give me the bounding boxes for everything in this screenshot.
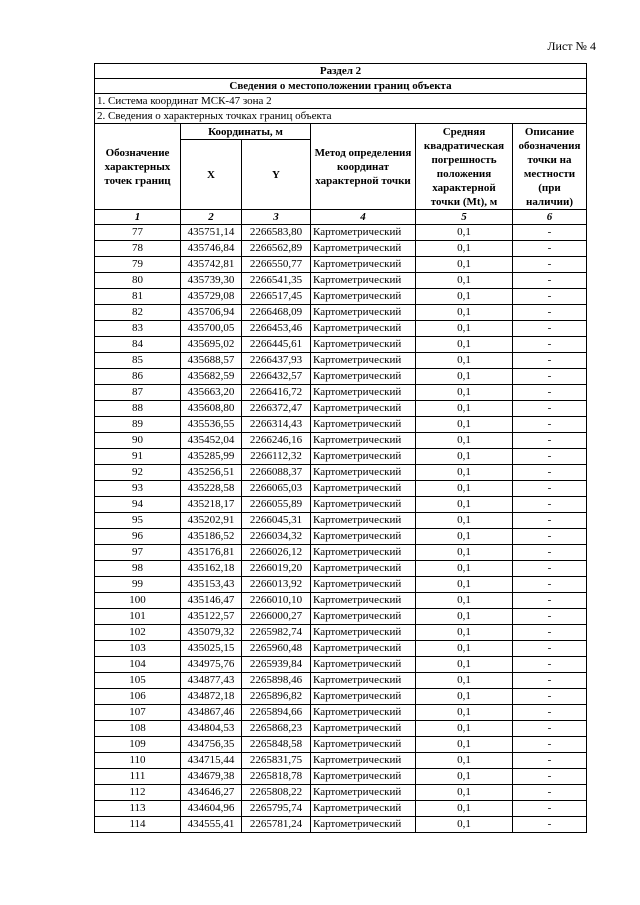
method-cell: Картометрический — [311, 401, 416, 417]
x-coordinate-cell: 434872,18 — [181, 689, 242, 705]
point-number-cell: 113 — [95, 801, 181, 817]
x-coordinate-cell: 434975,76 — [181, 657, 242, 673]
point-number-cell: 108 — [95, 721, 181, 737]
error-cell: 0,1 — [416, 673, 513, 689]
x-coordinate-cell: 435153,43 — [181, 577, 242, 593]
x-coordinate-cell: 435452,04 — [181, 433, 242, 449]
point-number-cell: 79 — [95, 257, 181, 273]
method-cell: Картометрический — [311, 337, 416, 353]
point-number-cell: 82 — [95, 305, 181, 321]
table-row — [95, 737, 587, 753]
point-number-cell: 81 — [95, 289, 181, 305]
method-cell: Картометрический — [311, 577, 416, 593]
table-row — [95, 337, 587, 353]
header-error: Средняя квадратическая погрешность положения характерной точки (Mt), м — [416, 124, 513, 210]
x-coordinate-cell: 435285,99 — [181, 449, 242, 465]
y-coordinate-cell: 2266583,80 — [242, 225, 311, 241]
y-coordinate-cell: 2266246,16 — [242, 433, 311, 449]
y-coordinate-cell: 2266517,45 — [242, 289, 311, 305]
column-number: 1 — [95, 210, 181, 225]
table-row — [95, 673, 587, 689]
method-cell: Картометрический — [311, 257, 416, 273]
point-number-cell: 87 — [95, 385, 181, 401]
y-coordinate-cell: 2266112,32 — [242, 449, 311, 465]
x-coordinate-cell: 435700,05 — [181, 321, 242, 337]
y-coordinate-cell: 2266445,61 — [242, 337, 311, 353]
point-number-cell: 112 — [95, 785, 181, 801]
error-cell: 0,1 — [416, 321, 513, 337]
method-cell: Картометрический — [311, 225, 416, 241]
x-coordinate-cell: 435256,51 — [181, 465, 242, 481]
y-coordinate-cell: 2266468,09 — [242, 305, 311, 321]
description-cell: - — [513, 273, 587, 289]
table-row — [95, 225, 587, 241]
x-coordinate-cell: 435122,57 — [181, 609, 242, 625]
table-row — [95, 721, 587, 737]
point-number-cell: 104 — [95, 657, 181, 673]
error-cell: 0,1 — [416, 625, 513, 641]
point-number-cell: 91 — [95, 449, 181, 465]
table-row — [95, 385, 587, 401]
error-cell: 0,1 — [416, 561, 513, 577]
point-number-cell: 78 — [95, 241, 181, 257]
error-cell: 0,1 — [416, 577, 513, 593]
y-coordinate-cell: 2265808,22 — [242, 785, 311, 801]
x-coordinate-cell: 434715,44 — [181, 753, 242, 769]
description-cell: - — [513, 369, 587, 385]
x-coordinate-cell: 435682,59 — [181, 369, 242, 385]
method-cell: Картометрический — [311, 561, 416, 577]
table-row — [95, 529, 587, 545]
error-cell: 0,1 — [416, 593, 513, 609]
description-cell: - — [513, 673, 587, 689]
method-cell: Картометрический — [311, 673, 416, 689]
y-coordinate-cell: 2266562,89 — [242, 241, 311, 257]
method-cell: Картометрический — [311, 817, 416, 833]
table-row — [95, 625, 587, 641]
y-coordinate-cell: 2265818,78 — [242, 769, 311, 785]
x-coordinate-cell: 435663,20 — [181, 385, 242, 401]
header-y: Y — [242, 140, 311, 210]
header-x: X — [181, 140, 242, 210]
y-coordinate-cell: 2266550,77 — [242, 257, 311, 273]
x-coordinate-cell: 434877,43 — [181, 673, 242, 689]
table-row — [95, 433, 587, 449]
x-coordinate-cell: 434679,38 — [181, 769, 242, 785]
table-row — [95, 417, 587, 433]
error-cell: 0,1 — [416, 241, 513, 257]
description-cell: - — [513, 241, 587, 257]
x-coordinate-cell: 434867,46 — [181, 705, 242, 721]
method-cell: Картометрический — [311, 305, 416, 321]
y-coordinate-cell: 2266034,32 — [242, 529, 311, 545]
description-cell: - — [513, 337, 587, 353]
error-cell: 0,1 — [416, 753, 513, 769]
error-cell: 0,1 — [416, 705, 513, 721]
description-cell: - — [513, 625, 587, 641]
y-coordinate-cell: 2266453,46 — [242, 321, 311, 337]
x-coordinate-cell: 435746,84 — [181, 241, 242, 257]
point-number-cell: 92 — [95, 465, 181, 481]
x-coordinate-cell: 435695,02 — [181, 337, 242, 353]
error-cell: 0,1 — [416, 417, 513, 433]
table-row — [95, 561, 587, 577]
x-coordinate-cell: 435162,18 — [181, 561, 242, 577]
error-cell: 0,1 — [416, 529, 513, 545]
y-coordinate-cell: 2265795,74 — [242, 801, 311, 817]
y-coordinate-cell: 2265894,66 — [242, 705, 311, 721]
description-cell: - — [513, 449, 587, 465]
table-row — [95, 641, 587, 657]
point-number-cell: 114 — [95, 817, 181, 833]
table-row — [95, 817, 587, 833]
x-coordinate-cell: 435706,94 — [181, 305, 242, 321]
description-cell: - — [513, 689, 587, 705]
y-coordinate-cell: 2266372,47 — [242, 401, 311, 417]
error-cell: 0,1 — [416, 449, 513, 465]
description-cell: - — [513, 481, 587, 497]
y-coordinate-cell: 2266000,27 — [242, 609, 311, 625]
method-cell: Картометрический — [311, 545, 416, 561]
header-point: Обозначение характерных точек границ — [95, 124, 181, 210]
error-cell: 0,1 — [416, 801, 513, 817]
point-number-cell: 110 — [95, 753, 181, 769]
table-row — [95, 257, 587, 273]
method-cell: Картометрический — [311, 753, 416, 769]
description-cell: - — [513, 433, 587, 449]
description-cell: - — [513, 737, 587, 753]
point-number-cell: 107 — [95, 705, 181, 721]
y-coordinate-cell: 2265982,74 — [242, 625, 311, 641]
description-cell: - — [513, 817, 587, 833]
method-cell: Картометрический — [311, 609, 416, 625]
description-cell: - — [513, 721, 587, 737]
error-cell: 0,1 — [416, 273, 513, 289]
x-coordinate-cell: 435608,80 — [181, 401, 242, 417]
point-number-cell: 106 — [95, 689, 181, 705]
description-cell: - — [513, 385, 587, 401]
method-cell: Картометрический — [311, 497, 416, 513]
x-coordinate-cell: 435025,15 — [181, 641, 242, 657]
error-cell: 0,1 — [416, 641, 513, 657]
point-number-cell: 98 — [95, 561, 181, 577]
method-cell: Картометрический — [311, 801, 416, 817]
table-row — [95, 593, 587, 609]
point-number-cell: 100 — [95, 593, 181, 609]
point-number-cell: 77 — [95, 225, 181, 241]
point-number-cell: 93 — [95, 481, 181, 497]
error-cell: 0,1 — [416, 657, 513, 673]
section-title: Раздел 2 — [95, 64, 587, 79]
error-cell: 0,1 — [416, 225, 513, 241]
method-cell: Картометрический — [311, 241, 416, 257]
y-coordinate-cell: 2265848,58 — [242, 737, 311, 753]
error-cell: 0,1 — [416, 353, 513, 369]
error-cell: 0,1 — [416, 401, 513, 417]
point-number-cell: 95 — [95, 513, 181, 529]
y-coordinate-cell: 2266314,43 — [242, 417, 311, 433]
x-coordinate-cell: 434555,41 — [181, 817, 242, 833]
description-cell: - — [513, 545, 587, 561]
table-row — [95, 401, 587, 417]
error-cell: 0,1 — [416, 545, 513, 561]
table-row — [95, 369, 587, 385]
point-number-cell: 103 — [95, 641, 181, 657]
point-number-cell: 96 — [95, 529, 181, 545]
point-number-cell: 97 — [95, 545, 181, 561]
y-coordinate-cell: 2266088,37 — [242, 465, 311, 481]
method-cell: Картометрический — [311, 289, 416, 305]
error-cell: 0,1 — [416, 817, 513, 833]
table-row — [95, 273, 587, 289]
x-coordinate-cell: 435079,32 — [181, 625, 242, 641]
table-row — [95, 769, 587, 785]
description-cell: - — [513, 529, 587, 545]
description-cell: - — [513, 289, 587, 305]
y-coordinate-cell: 2265939,84 — [242, 657, 311, 673]
section-subtitle: Сведения о местоположении границ объекта — [95, 79, 587, 94]
error-cell: 0,1 — [416, 305, 513, 321]
table-row — [95, 689, 587, 705]
table-row — [95, 481, 587, 497]
description-cell: - — [513, 577, 587, 593]
method-cell: Картометрический — [311, 721, 416, 737]
y-coordinate-cell: 2266010,10 — [242, 593, 311, 609]
point-number-cell: 101 — [95, 609, 181, 625]
method-cell: Картометрический — [311, 641, 416, 657]
error-cell: 0,1 — [416, 769, 513, 785]
description-cell: - — [513, 353, 587, 369]
description-cell: - — [513, 801, 587, 817]
y-coordinate-cell: 2266541,35 — [242, 273, 311, 289]
table-row — [95, 321, 587, 337]
boundary-points-table — [94, 63, 587, 833]
description-cell: - — [513, 609, 587, 625]
point-number-cell: 99 — [95, 577, 181, 593]
point-number-cell: 85 — [95, 353, 181, 369]
error-cell: 0,1 — [416, 737, 513, 753]
method-cell: Картометрический — [311, 705, 416, 721]
header-method: Метод определения координат характерной точки — [311, 124, 416, 210]
y-coordinate-cell: 2265868,23 — [242, 721, 311, 737]
x-coordinate-cell: 434804,53 — [181, 721, 242, 737]
table-row — [95, 241, 587, 257]
x-coordinate-cell: 434604,96 — [181, 801, 242, 817]
description-cell: - — [513, 769, 587, 785]
error-cell: 0,1 — [416, 337, 513, 353]
y-coordinate-cell: 2266026,12 — [242, 545, 311, 561]
y-coordinate-cell: 2265896,82 — [242, 689, 311, 705]
error-cell: 0,1 — [416, 513, 513, 529]
table-row — [95, 785, 587, 801]
method-cell: Картометрический — [311, 737, 416, 753]
method-cell: Картометрический — [311, 529, 416, 545]
table-row — [95, 753, 587, 769]
point-number-cell: 86 — [95, 369, 181, 385]
point-number-cell: 80 — [95, 273, 181, 289]
error-cell: 0,1 — [416, 433, 513, 449]
x-coordinate-cell: 435176,81 — [181, 545, 242, 561]
error-cell: 0,1 — [416, 481, 513, 497]
y-coordinate-cell: 2265898,46 — [242, 673, 311, 689]
description-cell: - — [513, 465, 587, 481]
error-cell: 0,1 — [416, 689, 513, 705]
point-number-cell: 102 — [95, 625, 181, 641]
method-cell: Картометрический — [311, 433, 416, 449]
x-coordinate-cell: 435218,17 — [181, 497, 242, 513]
y-coordinate-cell: 2266055,89 — [242, 497, 311, 513]
table-row — [95, 657, 587, 673]
column-number: 4 — [311, 210, 416, 225]
method-cell: Картометрический — [311, 417, 416, 433]
point-number-cell: 84 — [95, 337, 181, 353]
x-coordinate-cell: 435751,14 — [181, 225, 242, 241]
description-cell: - — [513, 401, 587, 417]
x-coordinate-cell: 435186,52 — [181, 529, 242, 545]
error-cell: 0,1 — [416, 369, 513, 385]
x-coordinate-cell: 435729,08 — [181, 289, 242, 305]
point-number-cell: 111 — [95, 769, 181, 785]
point-number-cell: 94 — [95, 497, 181, 513]
column-numbers-row — [95, 210, 587, 225]
description-cell: - — [513, 513, 587, 529]
error-cell: 0,1 — [416, 385, 513, 401]
y-coordinate-cell: 2266065,03 — [242, 481, 311, 497]
method-cell: Картометрический — [311, 625, 416, 641]
description-cell: - — [513, 705, 587, 721]
table-row — [95, 609, 587, 625]
x-coordinate-cell: 434646,27 — [181, 785, 242, 801]
sheet-number: Лист № 4 — [547, 39, 596, 53]
table-row — [95, 513, 587, 529]
y-coordinate-cell: 2265960,48 — [242, 641, 311, 657]
description-cell: - — [513, 497, 587, 513]
method-cell: Картометрический — [311, 513, 416, 529]
column-number: 2 — [181, 210, 242, 225]
y-coordinate-cell: 2266416,72 — [242, 385, 311, 401]
point-number-cell: 109 — [95, 737, 181, 753]
table-row — [95, 497, 587, 513]
method-cell: Картометрический — [311, 449, 416, 465]
description-cell: - — [513, 561, 587, 577]
x-coordinate-cell: 435739,30 — [181, 273, 242, 289]
table-row — [95, 545, 587, 561]
x-coordinate-cell: 435536,55 — [181, 417, 242, 433]
x-coordinate-cell: 435146,47 — [181, 593, 242, 609]
method-cell: Картометрический — [311, 465, 416, 481]
point-number-cell: 105 — [95, 673, 181, 689]
y-coordinate-cell: 2266019,20 — [242, 561, 311, 577]
table-row — [95, 465, 587, 481]
method-cell: Картометрический — [311, 689, 416, 705]
method-cell: Картометрический — [311, 385, 416, 401]
table-row — [95, 449, 587, 465]
error-cell: 0,1 — [416, 721, 513, 737]
description-cell: - — [513, 321, 587, 337]
points-info: 2. Сведения о характерных точках границ объекта — [95, 109, 587, 124]
error-cell: 0,1 — [416, 609, 513, 625]
description-cell: - — [513, 225, 587, 241]
y-coordinate-cell: 2266437,93 — [242, 353, 311, 369]
error-cell: 0,1 — [416, 497, 513, 513]
error-cell: 0,1 — [416, 465, 513, 481]
method-cell: Картометрический — [311, 481, 416, 497]
point-number-cell: 89 — [95, 417, 181, 433]
point-number-cell: 88 — [95, 401, 181, 417]
method-cell: Картометрический — [311, 769, 416, 785]
method-cell: Картометрический — [311, 369, 416, 385]
description-cell: - — [513, 753, 587, 769]
method-cell: Картометрический — [311, 785, 416, 801]
method-cell: Картометрический — [311, 353, 416, 369]
table-row — [95, 305, 587, 321]
point-number-cell: 83 — [95, 321, 181, 337]
x-coordinate-cell: 435688,57 — [181, 353, 242, 369]
description-cell: - — [513, 417, 587, 433]
header-coordinates: Координаты, м — [181, 124, 311, 140]
point-number-cell: 90 — [95, 433, 181, 449]
description-cell: - — [513, 257, 587, 273]
description-cell: - — [513, 785, 587, 801]
column-number: 6 — [513, 210, 587, 225]
error-cell: 0,1 — [416, 785, 513, 801]
column-number: 3 — [242, 210, 311, 225]
error-cell: 0,1 — [416, 289, 513, 305]
description-cell: - — [513, 641, 587, 657]
x-coordinate-cell: 434756,35 — [181, 737, 242, 753]
error-cell: 0,1 — [416, 257, 513, 273]
method-cell: Картометрический — [311, 273, 416, 289]
method-cell: Картометрический — [311, 593, 416, 609]
table-row — [95, 705, 587, 721]
table-row — [95, 289, 587, 305]
y-coordinate-cell: 2266013,92 — [242, 577, 311, 593]
description-cell: - — [513, 593, 587, 609]
x-coordinate-cell: 435228,58 — [181, 481, 242, 497]
table-row — [95, 353, 587, 369]
y-coordinate-cell: 2265781,24 — [242, 817, 311, 833]
table-row — [95, 577, 587, 593]
method-cell: Картометрический — [311, 657, 416, 673]
y-coordinate-cell: 2266045,31 — [242, 513, 311, 529]
header-description: Описание обозначения точки на местности (при наличии) — [513, 124, 587, 210]
table-row — [95, 801, 587, 817]
y-coordinate-cell: 2266432,57 — [242, 369, 311, 385]
x-coordinate-cell: 435742,81 — [181, 257, 242, 273]
description-cell: - — [513, 657, 587, 673]
method-cell: Картометрический — [311, 321, 416, 337]
column-number: 5 — [416, 210, 513, 225]
x-coordinate-cell: 435202,91 — [181, 513, 242, 529]
coordinate-system: 1. Система координат МСК-47 зона 2 — [95, 94, 587, 109]
description-cell: - — [513, 305, 587, 321]
y-coordinate-cell: 2265831,75 — [242, 753, 311, 769]
